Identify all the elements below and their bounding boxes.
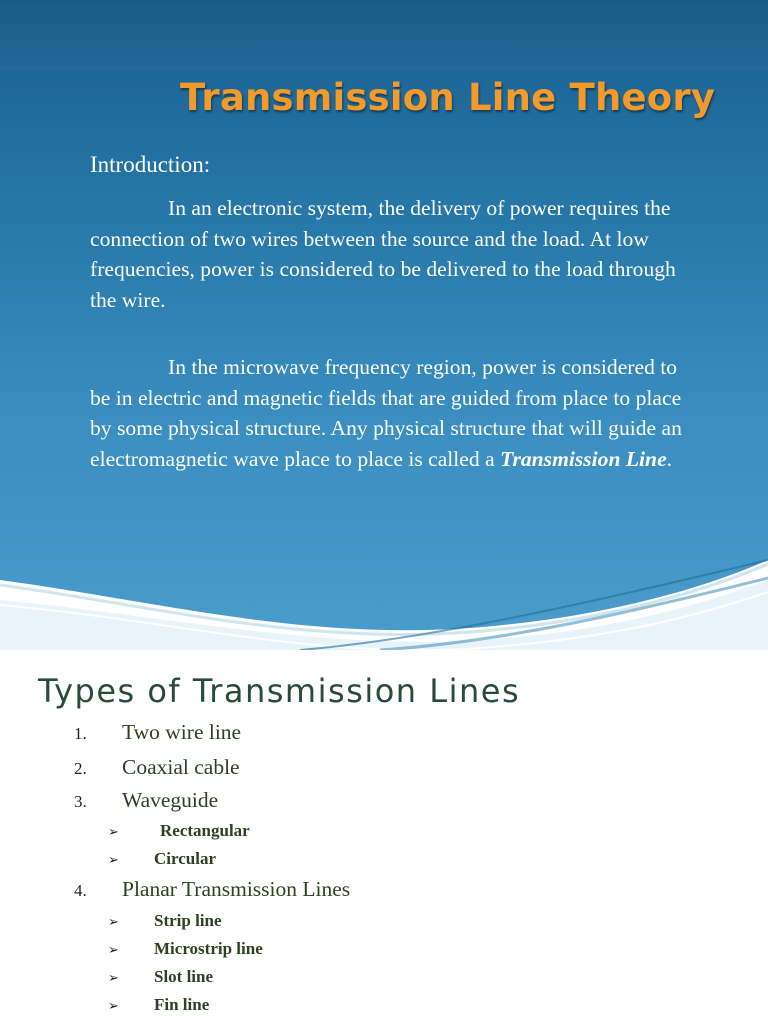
sub-item-label: Rectangular <box>160 821 250 840</box>
types-list <box>0 650 768 1024</box>
sub-item-rectangular <box>108 821 250 841</box>
sub-item-slot-line <box>108 967 213 987</box>
sub-item-strip-line <box>108 911 222 931</box>
list-item-planar <box>74 877 350 902</box>
intro-heading: Introduction: <box>90 152 211 177</box>
arrow-bullet-icon: ➢ <box>108 998 119 1013</box>
item-label: Waveguide <box>122 788 219 812</box>
arrow-bullet-icon: ➢ <box>108 824 119 839</box>
slide-title: Transmission Line Theory <box>180 76 716 119</box>
arrow-bullet-icon: ➢ <box>108 914 119 929</box>
list-item-two-wire <box>74 720 241 745</box>
slide-types-of-transmission-lines <box>0 650 768 1024</box>
list-item-waveguide <box>74 788 218 813</box>
list-item-coaxial <box>74 755 240 780</box>
sub-item-label: Circular <box>154 849 217 868</box>
arrow-bullet-icon: ➢ <box>108 942 119 957</box>
item-number: 3. <box>74 792 87 811</box>
intro-paragraph-2 <box>90 352 700 474</box>
item-number: 4. <box>74 881 87 900</box>
sub-item-label: Slot line <box>154 967 214 986</box>
paragraph-2-end: . <box>666 446 673 471</box>
item-label: Coaxial cable <box>122 755 240 779</box>
arrow-bullet-icon: ➢ <box>108 970 119 985</box>
sub-item-microstrip-line <box>108 939 263 959</box>
sub-item-label: Fin line <box>154 995 210 1014</box>
paragraph-2-text: In the microwave frequency region, power is considered to be in electric and magnetic fields that are guided from place to place by some physical structure. Any physical structure that will guide an electromagnetic wave place to place is called a <box>90 355 682 471</box>
arrow-bullet-icon: ➢ <box>108 852 119 867</box>
sub-item-label: Strip line <box>154 911 222 930</box>
intro-paragraph-1: In an electronic system, the delivery of power requires the connection of two wires between the source and the load. At low frequencies, power is considered to be delivered to the load through the wire. <box>90 196 676 312</box>
item-label: Two wire line <box>122 720 242 744</box>
slide-title: Types of Transmission Lines <box>38 672 521 710</box>
item-number: 1. <box>74 724 87 743</box>
transmission-line-term: Transmission Line <box>500 446 667 471</box>
sub-item-fin-line <box>108 995 209 1015</box>
item-label: Planar Transmission Lines <box>122 877 351 901</box>
item-number: 2. <box>74 759 87 778</box>
sub-item-label: Microstrip line <box>154 939 263 958</box>
sub-item-circular <box>108 849 216 869</box>
